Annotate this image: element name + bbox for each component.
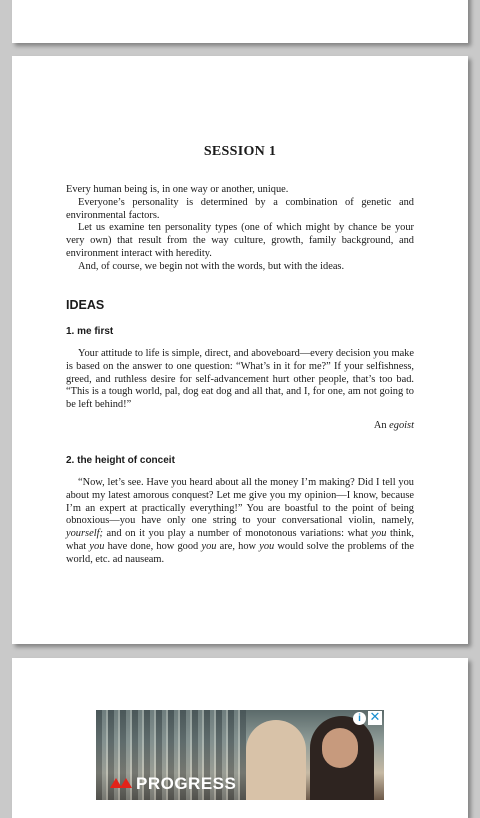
document-page	[12, 56, 468, 644]
idea-title-me-first: 1. me first	[66, 326, 114, 337]
intro-paragraph: Every human being is, in one way or another, unique.	[66, 184, 289, 195]
previous-page	[12, 0, 468, 43]
text-run: have done, how good	[104, 540, 202, 552]
ad-banner[interactable]	[96, 710, 384, 800]
idea-signature	[374, 420, 414, 433]
idea-paragraph-me-first: Your attitude to life is simple, direct, and aboveboard—every decision you make is based on the answer to one question: “What’s in it for me?” If your selfishness, greed, and ruthless desire for self-advancement hurt other people, that’s too bad. “This is a tough world, pal, dog eat dog and all that, and I, for one, am not going to be left behind!”	[66, 348, 414, 411]
text-run-italic: yourself;	[66, 528, 103, 540]
intro-paragraph: And, of course, we begin not with the words, but with the ideas.	[78, 260, 345, 272]
text-run-italic: you	[89, 540, 105, 552]
text-run: are, how	[216, 540, 260, 552]
text-run-italic: you	[201, 540, 217, 552]
idea-title-height-of-conceit: 2. the height of conceit	[66, 455, 175, 466]
session-title: SESSION 1	[203, 144, 277, 159]
ad-image-face	[322, 728, 358, 768]
ad-image-person	[246, 720, 306, 800]
text-run: would solve the problems of the world, etc. ad nauseam.	[66, 540, 414, 565]
idea-paragraph-height-of-conceit	[66, 477, 414, 567]
text-run-italic: you	[371, 528, 387, 540]
text-run: think, what	[66, 528, 414, 552]
signature-prefix: An	[373, 420, 387, 431]
intro-paragraph: Everyone’s personality is determined by a combination of genetic and environmental factors.	[66, 196, 414, 221]
intro-section	[66, 184, 414, 274]
intro-paragraph: Let us examine ten personality types (one of which might by chance be your very own) that result from the way culture, growth, family background, and environment interact with heredity.	[66, 222, 414, 259]
ideas-heading: IDEAS	[66, 298, 105, 312]
text-run-italic: you	[259, 540, 275, 552]
ad-close-icon[interactable]: ✕	[369, 710, 381, 725]
ad-brand-name: PROGRESS	[136, 774, 237, 793]
signature-word: egoist	[389, 420, 414, 431]
ad-info-icon[interactable]: i	[353, 712, 366, 725]
text-run: and on it you play a number of monotonous variations: what	[102, 528, 372, 540]
text-run: “Now, let’s see. Have you heard about all the money I’m making? Did I tell you about my latest amorous conquest? Let me give you my opinion—I know, because I’m an expert at practically everything!” You are boastful to the point of being obnoxious—you have only one string to your conversational violin, namely,	[66, 477, 414, 527]
